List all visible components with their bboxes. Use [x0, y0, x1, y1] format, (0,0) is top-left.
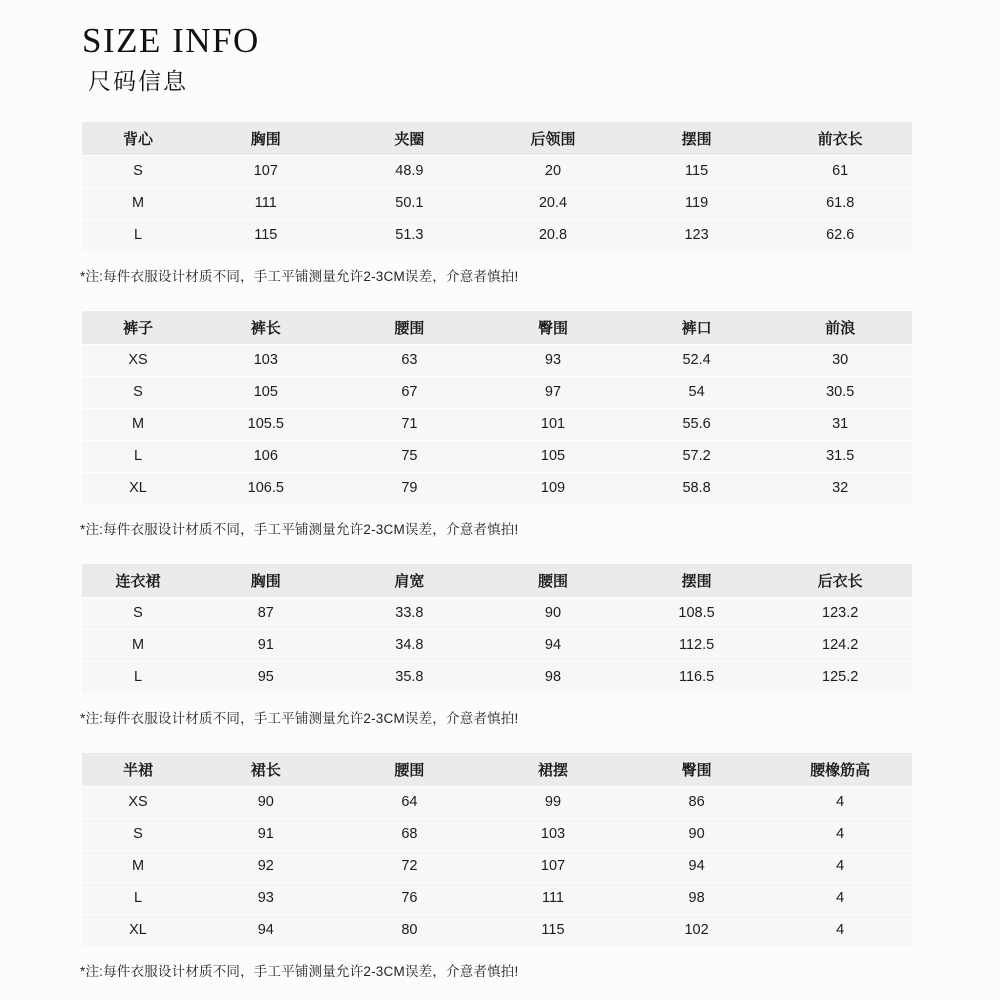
measurement-cell: 115 [481, 914, 625, 946]
measurement-cell: 57.2 [625, 440, 769, 472]
measurement-cell: 51.3 [338, 219, 482, 251]
table-header-row [82, 122, 912, 156]
table-row [82, 472, 912, 504]
measurement-cell: 111 [194, 187, 338, 219]
skirt-table-grid [82, 753, 912, 946]
dress-table-grid [82, 564, 912, 693]
measurement-cell: 94 [194, 914, 338, 946]
column-header: 前浪 [768, 311, 912, 345]
measurement-cell: 75 [338, 440, 482, 472]
column-header: 裤长 [194, 311, 338, 345]
measurement-cell: 95 [194, 661, 338, 693]
size-label-cell: XL [82, 472, 194, 504]
measurement-cell: 63 [338, 344, 482, 376]
table-row [82, 818, 912, 850]
size-label-cell: S [82, 597, 194, 629]
measurement-cell: 32 [768, 472, 912, 504]
measurement-cell: 125.2 [768, 661, 912, 693]
measurement-cell: 123.2 [768, 597, 912, 629]
size-label-cell: S [82, 818, 194, 850]
table-header-row [82, 564, 912, 598]
column-header: 腰围 [338, 753, 482, 787]
column-header: 胸围 [194, 122, 338, 156]
measurement-cell: 72 [338, 850, 482, 882]
measurement-note: *注:每件衣服设计材质不同，手工平铺测量允许2-3CM误差，介意者慎拍! [80, 710, 519, 726]
measurement-cell: 20 [481, 155, 625, 187]
size-label-cell: L [82, 219, 194, 251]
column-header: 腰围 [338, 311, 482, 345]
column-header: 后衣长 [768, 564, 912, 598]
measurement-cell: 116.5 [625, 661, 769, 693]
table-row [82, 786, 912, 818]
measurement-cell: 4 [768, 818, 912, 850]
column-header: 腰围 [481, 564, 625, 598]
column-header: 摆围 [625, 564, 769, 598]
measurement-cell: 105.5 [194, 408, 338, 440]
size-tables-container [82, 122, 930, 980]
measurement-cell: 105 [194, 376, 338, 408]
column-header: 后领围 [481, 122, 625, 156]
measurement-cell: 101 [481, 408, 625, 440]
measurement-cell: 58.8 [625, 472, 769, 504]
page-title-en: SIZE INFO [82, 21, 260, 60]
measurement-cell: 4 [768, 882, 912, 914]
measurement-cell: 80 [338, 914, 482, 946]
measurement-cell: 31.5 [768, 440, 912, 472]
column-header: 裙长 [194, 753, 338, 787]
measurement-cell: 91 [194, 629, 338, 661]
table-row [82, 155, 912, 187]
vest-table [82, 122, 930, 285]
size-label-cell: S [82, 376, 194, 408]
measurement-cell: 50.1 [338, 187, 482, 219]
measurement-cell: 4 [768, 914, 912, 946]
measurement-cell: 31 [768, 408, 912, 440]
table-row [82, 187, 912, 219]
table-row [82, 344, 912, 376]
column-header: 裙摆 [481, 753, 625, 787]
table-row [82, 850, 912, 882]
measurement-cell: 98 [481, 661, 625, 693]
measurement-cell: 97 [481, 376, 625, 408]
column-header: 胸围 [194, 564, 338, 598]
measurement-cell: 102 [625, 914, 769, 946]
measurement-cell: 55.6 [625, 408, 769, 440]
measurement-cell: 62.6 [768, 219, 912, 251]
column-header: 裤口 [625, 311, 769, 345]
table-row [82, 914, 912, 946]
table-row [82, 629, 912, 661]
size-label-cell: L [82, 882, 194, 914]
measurement-cell: 92 [194, 850, 338, 882]
measurement-cell: 61 [768, 155, 912, 187]
size-label-cell: M [82, 850, 194, 882]
pants-table [82, 311, 930, 538]
measurement-cell: 76 [338, 882, 482, 914]
measurement-cell: 109 [481, 472, 625, 504]
measurement-cell: 115 [194, 219, 338, 251]
measurement-cell: 94 [481, 629, 625, 661]
measurement-cell: 124.2 [768, 629, 912, 661]
measurement-cell: 61.8 [768, 187, 912, 219]
column-header: 腰橡筋高 [768, 753, 912, 787]
measurement-cell: 106.5 [194, 472, 338, 504]
table-row [82, 219, 912, 251]
measurement-cell: 20.4 [481, 187, 625, 219]
measurement-cell: 20.8 [481, 219, 625, 251]
measurement-cell: 105 [481, 440, 625, 472]
measurement-cell: 107 [194, 155, 338, 187]
size-label-cell: L [82, 661, 194, 693]
measurement-cell: 54 [625, 376, 769, 408]
column-header: 裤子 [82, 311, 194, 345]
measurement-note: *注:每件衣服设计材质不同，手工平铺测量允许2-3CM误差，介意者慎拍! [80, 268, 519, 284]
measurement-cell: 90 [194, 786, 338, 818]
measurement-cell: 91 [194, 818, 338, 850]
measurement-cell: 30.5 [768, 376, 912, 408]
measurement-note: *注:每件衣服设计材质不同，手工平铺测量允许2-3CM误差，介意者慎拍! [80, 963, 519, 979]
table-row [82, 597, 912, 629]
table-header-row [82, 753, 912, 787]
column-header: 臀围 [625, 753, 769, 787]
column-header: 臀围 [481, 311, 625, 345]
measurement-cell: 103 [194, 344, 338, 376]
measurement-cell: 68 [338, 818, 482, 850]
size-label-cell: L [82, 440, 194, 472]
column-header: 背心 [82, 122, 194, 156]
size-label-cell: M [82, 187, 194, 219]
measurement-cell: 106 [194, 440, 338, 472]
measurement-cell: 52.4 [625, 344, 769, 376]
measurement-cell: 112.5 [625, 629, 769, 661]
measurement-cell: 94 [625, 850, 769, 882]
measurement-cell: 4 [768, 786, 912, 818]
measurement-cell: 35.8 [338, 661, 482, 693]
table-header-row [82, 311, 912, 345]
column-header: 连衣裙 [82, 564, 194, 598]
column-header: 摆围 [625, 122, 769, 156]
measurement-cell: 107 [481, 850, 625, 882]
measurement-cell: 111 [481, 882, 625, 914]
table-row [82, 376, 912, 408]
table-row [82, 882, 912, 914]
measurement-cell: 115 [625, 155, 769, 187]
size-label-cell: XL [82, 914, 194, 946]
size-label-cell: XS [82, 786, 194, 818]
measurement-note: *注:每件衣服设计材质不同，手工平铺测量允许2-3CM误差，介意者慎拍! [80, 521, 519, 537]
column-header: 前衣长 [768, 122, 912, 156]
size-label-cell: XS [82, 344, 194, 376]
column-header: 半裙 [82, 753, 194, 787]
column-header: 肩宽 [338, 564, 482, 598]
measurement-cell: 30 [768, 344, 912, 376]
measurement-cell: 34.8 [338, 629, 482, 661]
measurement-cell: 93 [481, 344, 625, 376]
pants-table-grid [82, 311, 912, 504]
table-row [82, 661, 912, 693]
measurement-cell: 123 [625, 219, 769, 251]
skirt-table [82, 753, 930, 980]
table-row [82, 408, 912, 440]
measurement-cell: 90 [481, 597, 625, 629]
column-header: 夹圈 [338, 122, 482, 156]
measurement-cell: 93 [194, 882, 338, 914]
measurement-cell: 119 [625, 187, 769, 219]
measurement-cell: 90 [625, 818, 769, 850]
size-label-cell: S [82, 155, 194, 187]
table-row [82, 440, 912, 472]
size-label-cell: M [82, 408, 194, 440]
page-title-cn: 尺码信息 [88, 68, 188, 94]
measurement-cell: 103 [481, 818, 625, 850]
size-label-cell: M [82, 629, 194, 661]
measurement-cell: 86 [625, 786, 769, 818]
measurement-cell: 33.8 [338, 597, 482, 629]
measurement-cell: 4 [768, 850, 912, 882]
measurement-cell: 64 [338, 786, 482, 818]
measurement-cell: 108.5 [625, 597, 769, 629]
measurement-cell: 67 [338, 376, 482, 408]
measurement-cell: 99 [481, 786, 625, 818]
measurement-cell: 48.9 [338, 155, 482, 187]
measurement-cell: 98 [625, 882, 769, 914]
dress-table [82, 564, 930, 727]
measurement-cell: 79 [338, 472, 482, 504]
measurement-cell: 71 [338, 408, 482, 440]
vest-table-grid [82, 122, 912, 251]
measurement-cell: 87 [194, 597, 338, 629]
